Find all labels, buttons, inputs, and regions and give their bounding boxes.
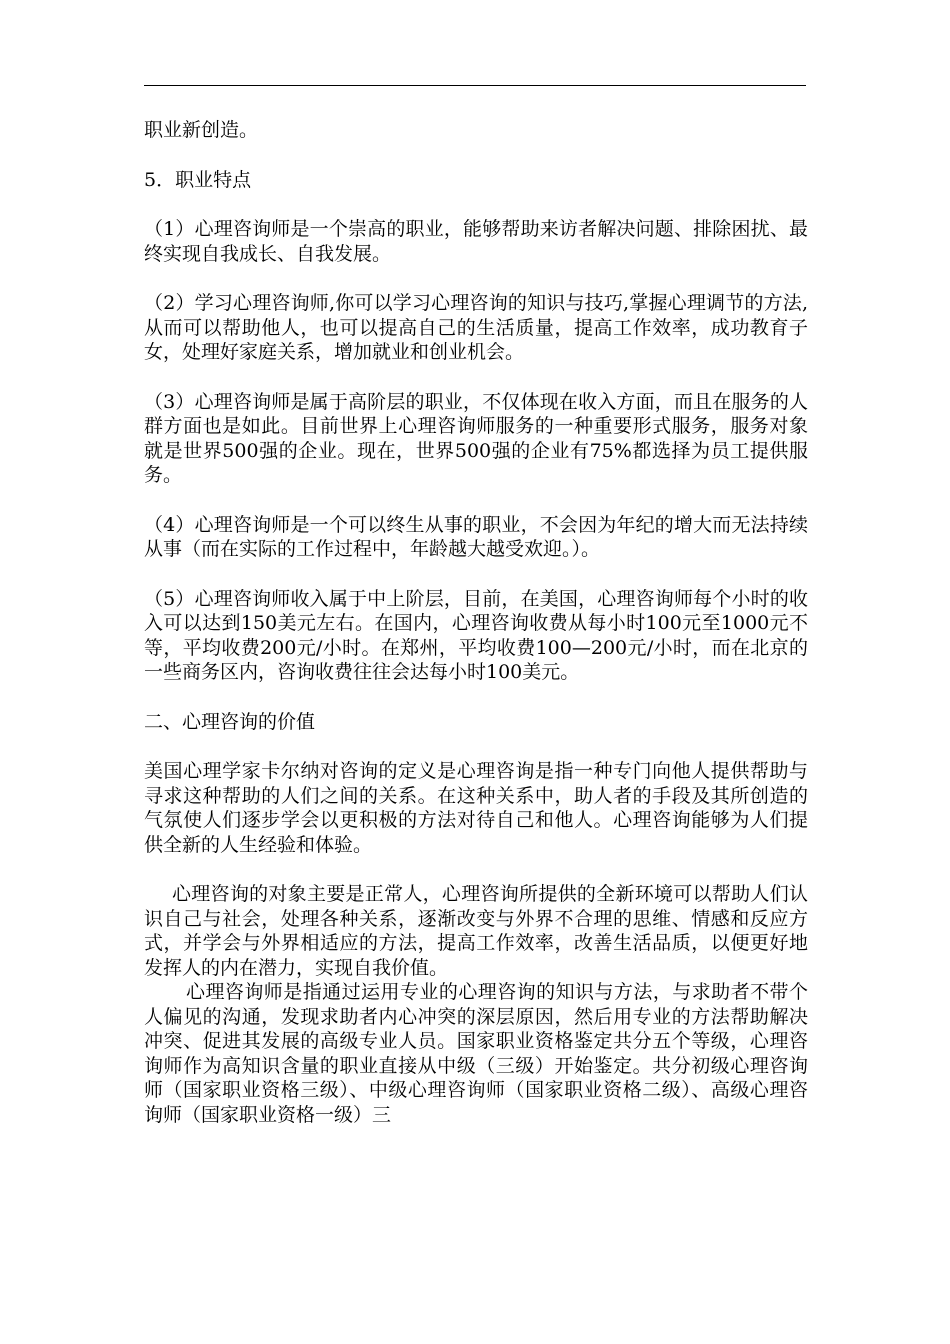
paragraph-continuation: 职业新创造。 [144,119,259,141]
section-heading-value: 二、心理咨询的价值 [144,710,316,733]
paragraph-feature-5: （5）心理咨询师收入属于中上阶层，目前，在美国，心理咨询师每个小时的收入可以达到150美元左右。在国内，心理咨询收费从每小时100元至1000元不等，平均收费200元/小时。在郑州，平均收费100—200元/小时，而在北京的一些商务区内，咨询收费往往会达每小时100美元。 [144,587,808,683]
paragraph-counselor-definition: 心理咨询师是指通过运用专业的心理咨询的知识与方法，与求助者不带个人偏见的沟通，发现求助者内心冲突的深层原因，然后用专业的方法帮助解决冲突、促进其发展的高级专业人员。国家职业资格鉴定共分五个等级，心理咨询师作为高知识含量的职业直接从中级（三级）开始鉴定。共分初级心理咨询师（国家职业资格三级）、中级心理咨询师（国家职业资格二级）、高级心理咨询师（国家职业资格一级）三 [144,981,808,1126]
header-rule [144,85,806,86]
paragraph-definition: 美国心理学家卡尔纳对咨询的定义是心理咨询是指一种专门向他人提供帮助与寻求这种帮助的人们之间的关系。在这种关系中，助人者的手段及其所创造的气氛使人们逐步学会以更积极的方法对待自己和他人。心理咨询能够为人们提供全新的人生经验和体验。 [144,760,808,856]
paragraph-feature-1: （1）心理咨询师是一个崇高的职业，能够帮助来访者解决问题、排除困扰、最终实现自我成长、自我发展。 [144,218,808,265]
paragraph-feature-3: （3）心理咨询师是属于高阶层的职业，不仅体现在收入方面，而且在服务的人群方面也是如此。目前世界上心理咨询师服务的一种重要形式服务，服务对象就是世界500强的企业。现在，世界500强的企业有75%都选择为员工提供服务。 [144,390,808,486]
section-heading-career-features: 5．职业特点 [144,168,252,191]
paragraph-counseling-objects: 心理咨询的对象主要是正常人，心理咨询所提供的全新环境可以帮助人们认识自己与社会，处理各种关系，逐渐改变与外界不合理的思维、情感和反应方式，并学会与外界相适应的方法，提高工作效率，改善生活品质，以便更好地发挥人的内在潜力，实现自我价值。 [144,883,808,979]
document-body [144,118,808,1127]
paragraph-feature-2: （2）学习心理咨询师,你可以学习心理咨询的知识与技巧,掌握心理调节的方法,从而可以帮助他人，也可以提高自己的生活质量，提高工作效率，成功教育子女，处理好家庭关系，增加就业和创业机会。 [144,292,808,363]
paragraph-feature-4: （4）心理咨询师是一个可以终生从事的职业，不会因为年纪的增大而无法持续从事（而在实际的工作过程中，年龄越大越受欢迎。）。 [144,513,808,560]
